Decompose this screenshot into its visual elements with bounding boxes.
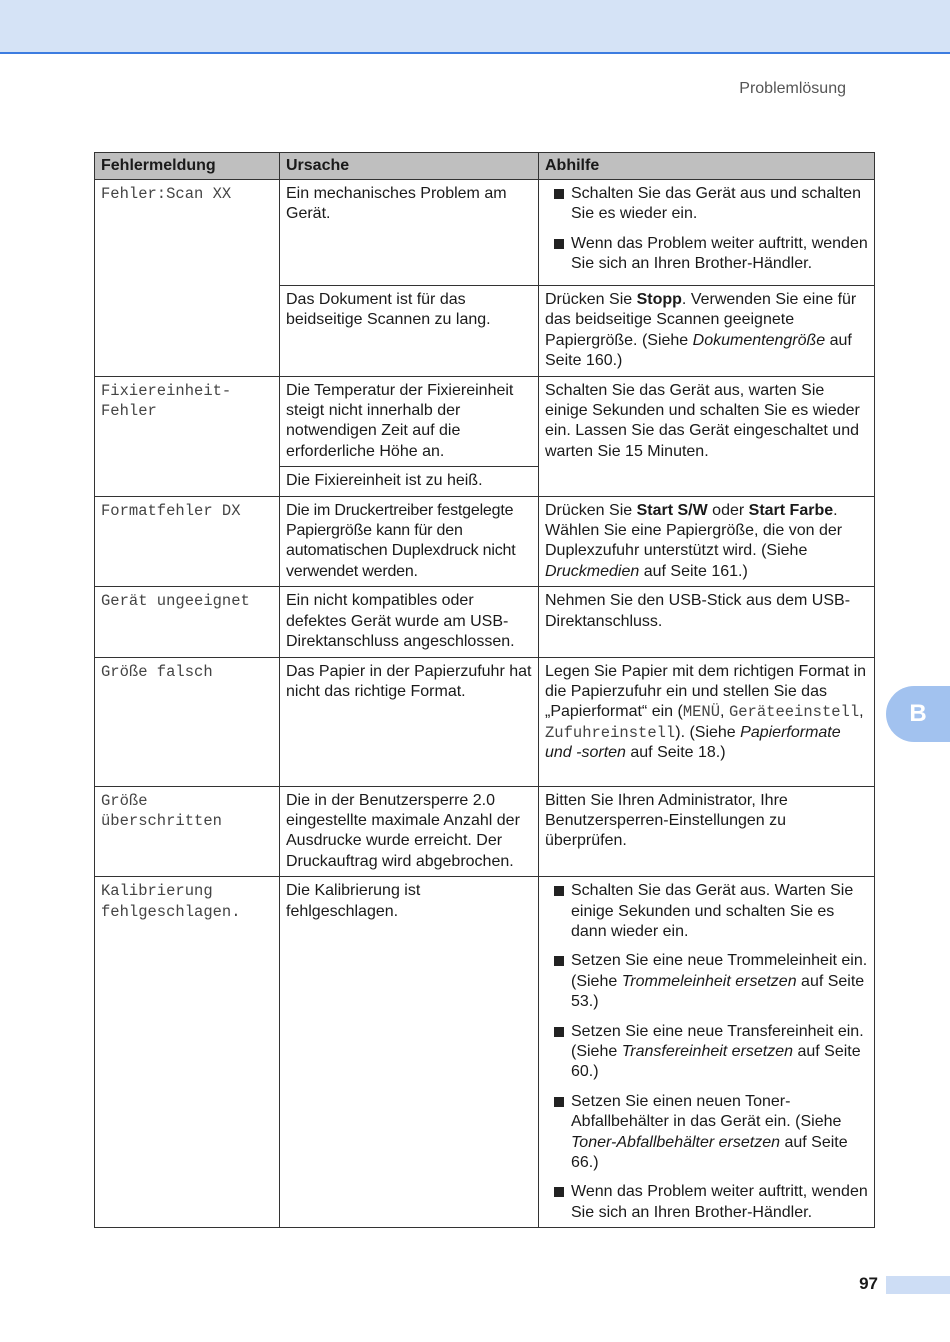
error-code: Größe falsch bbox=[101, 662, 213, 681]
cause-cell: Das Dokument ist für das beidseitige Scannen zu lang. bbox=[280, 286, 539, 377]
error-message-cell bbox=[95, 657, 280, 786]
remedy-list bbox=[545, 881, 868, 1223]
column-header-remedy: Abhilfe bbox=[539, 153, 875, 180]
cause-cell: Die Kalibrierung ist fehlgeschlagen. bbox=[280, 877, 539, 1228]
list-item: Wenn das Problem weiter auftritt, wenden Sie sich an Ihren Brother-Händler. bbox=[545, 234, 868, 275]
remedy-cell: Bitten Sie Ihren Administrator, Ihre Benutzersperren-Einstellungen zu überprüfen. bbox=[539, 786, 875, 877]
error-message-cell bbox=[95, 877, 280, 1228]
error-code: Fixiereinheit-Fehler bbox=[101, 381, 232, 421]
table-row bbox=[95, 877, 875, 1228]
error-code: Gerät ungeeignet bbox=[101, 592, 250, 611]
column-header-error: Fehlermeldung bbox=[95, 153, 280, 180]
list-item: Setzen Sie eine neue Transfereinheit ein. (Siehe Transfereinheit ersetzen auf Seite 60.) bbox=[545, 1022, 868, 1083]
cause-cell: Das Papier in der Papierzufuhr hat nicht das richtige Format. bbox=[280, 657, 539, 786]
table-row bbox=[95, 376, 875, 467]
header-band bbox=[0, 0, 950, 54]
cause-cell: Die Fixiereinheit ist zu heiß. bbox=[280, 467, 539, 496]
error-message-cell bbox=[95, 376, 280, 496]
table-row bbox=[95, 587, 875, 657]
table-header-row bbox=[95, 153, 875, 180]
column-header-cause: Ursache bbox=[280, 153, 539, 180]
cause-cell: Ein nicht kompatibles oder defektes Gerät wurde am USB-Direktanschluss angeschlossen. bbox=[280, 587, 539, 657]
list-item: Setzen Sie eine neue Trommeleinheit ein. (Siehe Trommeleinheit ersetzen auf Seite 53.) bbox=[545, 951, 868, 1012]
error-code: Fehler:Scan XX bbox=[101, 185, 232, 203]
table-row bbox=[95, 657, 875, 786]
cause-cell: Ein mechanisches Problem am Gerät. bbox=[280, 180, 539, 286]
table-row bbox=[95, 180, 875, 286]
table-row bbox=[95, 496, 875, 587]
cause-cell: Die Temperatur der Fixiereinheit steigt nicht innerhalb der notwendigen Zeit auf die erforderliche Höhe an. bbox=[280, 376, 539, 467]
remedy-cell: Drücken Sie Start S/W oder Start Farbe. Wählen Sie eine Papiergröße, die von der Duplexzufuhr unterstützt wird. (Siehe Druckmedien auf Seite 161.) bbox=[539, 496, 875, 587]
error-message-cell bbox=[95, 496, 280, 587]
remedy-cell bbox=[539, 180, 875, 286]
error-message-cell bbox=[95, 180, 280, 377]
error-code: Formatfehler DX bbox=[101, 501, 241, 520]
remedy-cell: Drücken Sie Stopp. Verwenden Sie eine für das beidseitige Scannen geeignete Papiergröße. (Siehe Dokumentengröße auf Seite 160.) bbox=[539, 286, 875, 377]
list-item: Wenn das Problem weiter auftritt, wenden Sie sich an Ihren Brother-Händler. bbox=[545, 1182, 868, 1223]
remedy-cell: Legen Sie Papier mit dem richtigen Format in die Papierzufuhr ein und stellen Sie das „Papierformat“ ein (MENÜ, Geräteeinstell, Zufuhreinstell). (Siehe Papierformate und -sorten auf Seite 18.) bbox=[539, 657, 875, 786]
error-message-cell bbox=[95, 587, 280, 657]
list-item: Schalten Sie das Gerät aus und schalten Sie es wieder ein. bbox=[545, 184, 868, 225]
section-title: Problemlösung bbox=[739, 80, 846, 97]
error-code: Kalibrierung fehlgeschlagen. bbox=[101, 882, 241, 921]
list-item: Setzen Sie einen neuen Toner-Abfallbehälter in das Gerät ein. (Siehe Toner-Abfallbehälter ersetzen auf Seite 66.) bbox=[545, 1092, 868, 1174]
cause-cell: Die im Druckertreiber festgelegte Papiergröße kann für den automatischen Duplexdruck nicht verwendet werden. bbox=[280, 496, 539, 587]
page-number-bar bbox=[886, 1276, 950, 1294]
list-item: Schalten Sie das Gerät aus. Warten Sie einige Sekunden und schalten Sie es dann wieder ein. bbox=[545, 881, 868, 942]
error-table bbox=[94, 152, 875, 1228]
remedy-cell bbox=[539, 877, 875, 1228]
cause-cell: Die in der Benutzersperre 2.0 eingestellte maximale Anzahl der Ausdrucke wurde erreicht. Der Druckauftrag wird abgebrochen. bbox=[280, 786, 539, 877]
page-number: 97 bbox=[859, 1274, 878, 1293]
remedy-cell: Nehmen Sie den USB-Stick aus dem USB-Direktanschluss. bbox=[539, 587, 875, 657]
table-row bbox=[95, 786, 875, 877]
remedy-list bbox=[545, 184, 868, 275]
error-message-cell bbox=[95, 786, 280, 877]
remedy-cell: Schalten Sie das Gerät aus, warten Sie einige Sekunden und schalten Sie es wieder ein. Lassen Sie das Gerät eingeschaltet und warten Sie 15 Minuten. bbox=[539, 376, 875, 496]
error-code: Größe überschritten bbox=[101, 791, 222, 830]
appendix-tab: B bbox=[886, 686, 950, 742]
